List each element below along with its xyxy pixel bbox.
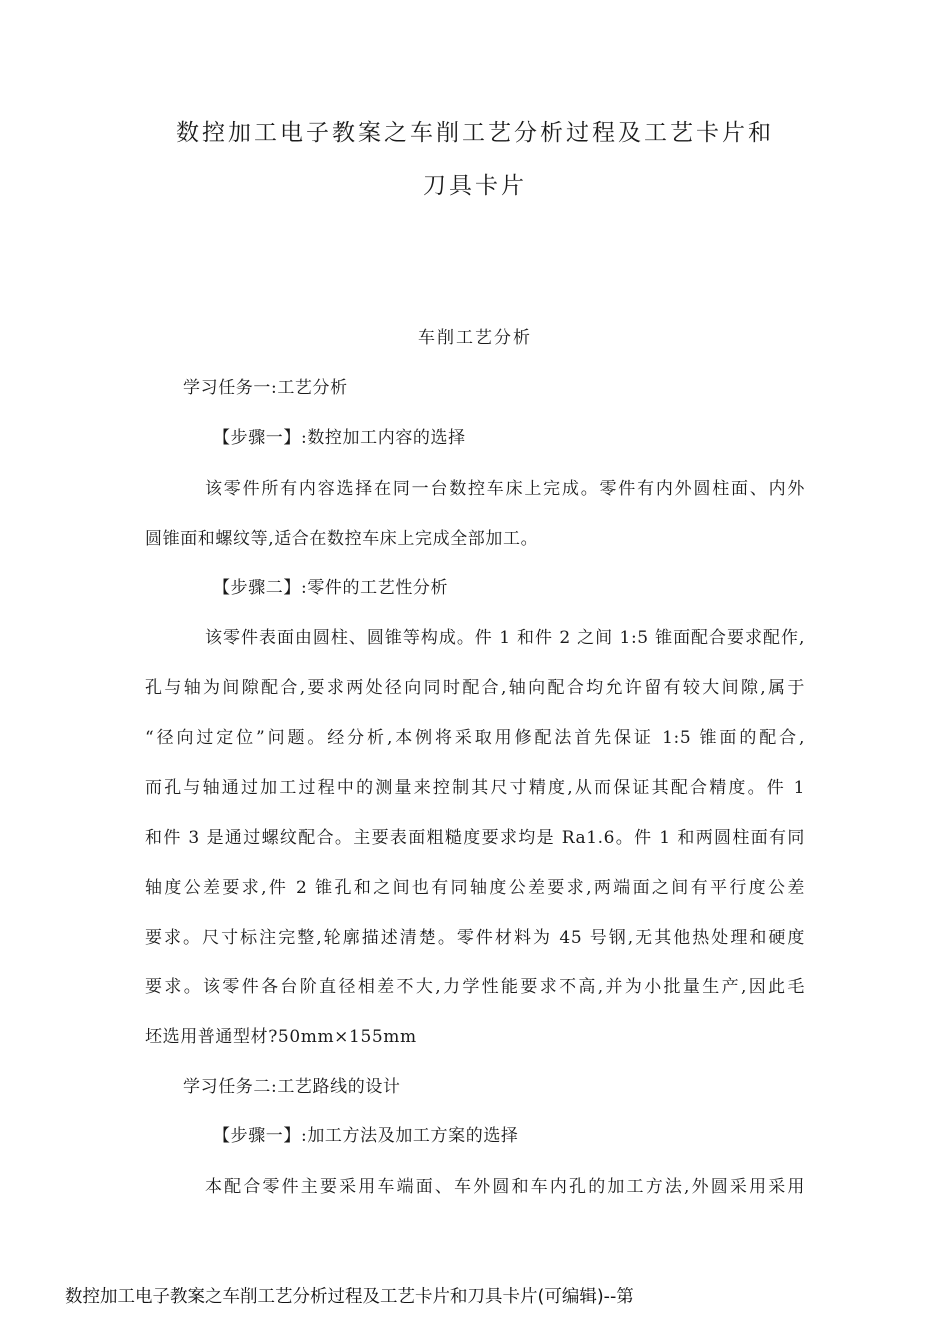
paragraph-line: “径向过定位”问题。经分析,本例将采取用修配法首先保证 1:5 锥面的配合, (145, 728, 805, 748)
task1-heading: 学习任务一:工艺分析 (183, 378, 348, 398)
paragraph-line: 坯选用普通型材?50mm×155mm (145, 1027, 417, 1047)
footer-caption: 数控加工电子教案之车削工艺分析过程及工艺卡片和刀具卡片(可编辑)--第 (65, 1287, 634, 1307)
paragraph-line: 该零件所有内容选择在同一台数控车床上完成。零件有内外圆柱面、内外 (205, 479, 805, 499)
paragraph-line: 和件 3 是通过螺纹配合。主要表面粗糙度要求均是 Ra1.6。件 1 和两圆柱面有同 (145, 828, 805, 848)
paragraph-line: 轴度公差要求,件 2 锥孔和之间也有同轴度公差要求,两端面之间有平行度公差 (145, 878, 805, 898)
paragraph-line: 圆锥面和螺纹等,适合在数控车床上完成全部加工。 (145, 529, 539, 549)
task2-step1-heading: 【步骤一】:加工方法及加工方案的选择 (213, 1126, 519, 1146)
paragraph-line: 要求。尺寸标注完整,轮廓描述清楚。零件材料为 45 号钢,无其他热处理和硬度 (145, 928, 805, 948)
paragraph-line: 孔与轴为间隙配合,要求两处径向同时配合,轴向配合均允许留有较大间隙,属于 (145, 678, 805, 698)
document-title-line-2: 刀具卡片 (423, 173, 527, 199)
paragraph-line: 要求。该零件各台阶直径相差不大,力学性能要求不高,并为小批量生产,因此毛 (145, 977, 805, 997)
task1-step1-heading: 【步骤一】:数控加工内容的选择 (213, 428, 466, 448)
task2-heading: 学习任务二:工艺路线的设计 (183, 1077, 401, 1097)
paragraph-line: 而孔与轴通过加工过程中的测量来控制其尺寸精度,从而保证其配合精度。件 1 (145, 778, 805, 798)
section-heading: 车削工艺分析 (418, 328, 532, 348)
task1-step2-heading: 【步骤二】:零件的工艺性分析 (213, 578, 449, 598)
paragraph-line: 本配合零件主要采用车端面、车外圆和车内孔的加工方法,外圆采用采用 (205, 1177, 805, 1197)
document-title-line-1: 数控加工电子教案之车削工艺分析过程及工艺卡片和 (176, 120, 774, 146)
paragraph-line: 该零件表面由圆柱、圆锥等构成。件 1 和件 2 之间 1:5 锥面配合要求配作, (205, 628, 805, 648)
